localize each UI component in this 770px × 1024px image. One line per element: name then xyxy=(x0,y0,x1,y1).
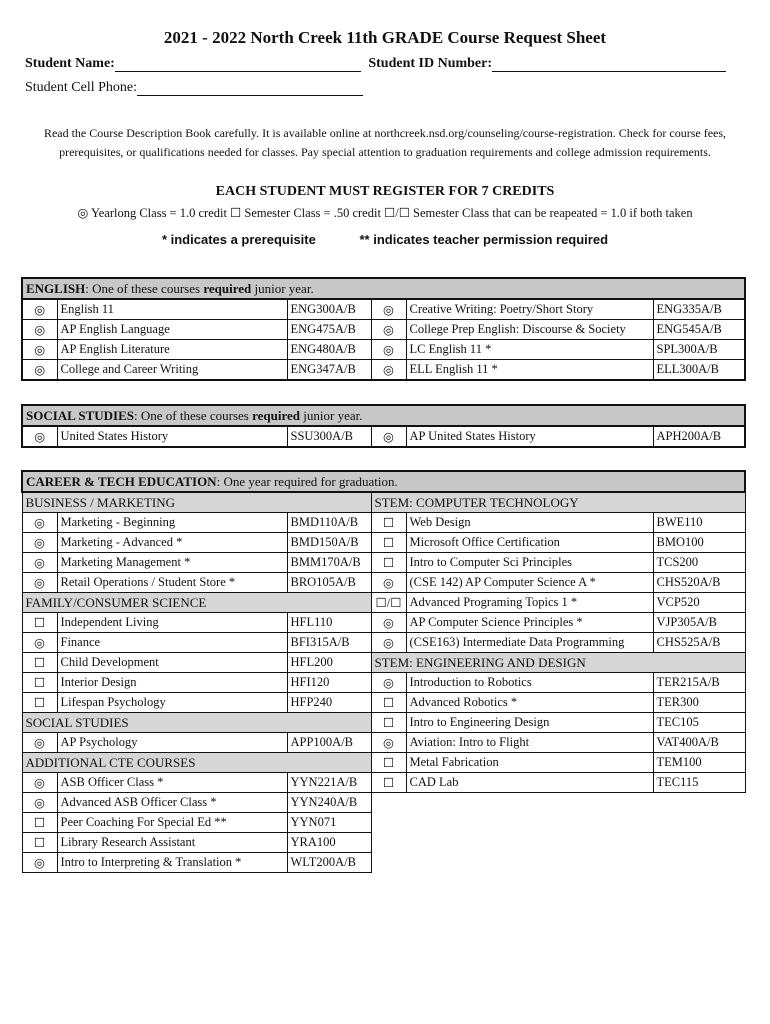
course-code: CHS520A/B xyxy=(653,573,745,593)
course-code: WLT200A/B xyxy=(287,853,371,873)
table-row xyxy=(22,733,745,753)
table-row xyxy=(22,340,745,360)
course-checkbox[interactable]: ◎ xyxy=(371,340,406,360)
social-studies-table xyxy=(21,404,746,448)
table-row xyxy=(22,613,745,633)
course-code: YYN071 xyxy=(287,813,371,833)
course-checkbox[interactable]: ◎ xyxy=(22,299,57,320)
table-row xyxy=(22,773,745,793)
course-code: HFL200 xyxy=(287,653,371,673)
social-studies-header: SOCIAL STUDIES: One of these courses required junior year. xyxy=(22,405,745,426)
empty-cell xyxy=(371,813,745,833)
course-checkbox[interactable]: ◎ xyxy=(371,360,406,381)
course-checkbox[interactable]: ◎ xyxy=(22,573,57,593)
english-table xyxy=(21,277,746,381)
cte-table xyxy=(21,470,746,873)
course-checkbox[interactable]: ◎ xyxy=(371,613,406,633)
table-row xyxy=(22,833,745,853)
course-code: HFL110 xyxy=(287,613,371,633)
course-code: SSU300A/B xyxy=(287,426,371,447)
cte-header: CAREER & TECH EDUCATION: One year required for graduation. xyxy=(22,471,745,492)
course-checkbox[interactable]: ◎ xyxy=(371,299,406,320)
course-checkbox[interactable]: ◎ xyxy=(371,673,406,693)
course-name: (CSE 142) AP Computer Science A * xyxy=(406,573,653,593)
course-name: College Prep English: Discourse & Society xyxy=(406,320,653,340)
empty-cell xyxy=(371,853,745,873)
course-name: Web Design xyxy=(406,513,653,533)
subsection-header: FAMILY/CONSUMER SCIENCE xyxy=(22,593,371,613)
course-code: TER215A/B xyxy=(653,673,745,693)
course-name: Retail Operations / Student Store * xyxy=(57,573,287,593)
cell-phone-field[interactable] xyxy=(137,83,363,96)
table-row xyxy=(22,426,745,447)
legend: ◎ Yearlong Class = 1.0 credit ☐ Semester Class = .50 credit ☐/☐ Semester Class that can be reapeated = 1.0 if both taken xyxy=(77,206,693,220)
empty-cell xyxy=(371,833,745,853)
course-name: United States History xyxy=(57,426,287,447)
table-row xyxy=(22,299,745,320)
course-name: Peer Coaching For Special Ed ** xyxy=(57,813,287,833)
course-code: TER300 xyxy=(653,693,745,713)
course-checkbox[interactable]: ☐ xyxy=(371,713,406,733)
course-code: BFI315A/B xyxy=(287,633,371,653)
course-checkbox[interactable]: ◎ xyxy=(22,360,57,381)
course-code: YYN240A/B xyxy=(287,793,371,813)
table-row xyxy=(22,753,745,773)
notes xyxy=(0,232,770,247)
course-name: Advanced ASB Officer Class * xyxy=(57,793,287,813)
course-checkbox[interactable]: ☐ xyxy=(371,693,406,713)
course-checkbox[interactable]: ☐ xyxy=(371,513,406,533)
table-row xyxy=(22,533,745,553)
course-code: BRO105A/B xyxy=(287,573,371,593)
course-name: College and Career Writing xyxy=(57,360,287,381)
course-code: ENG300A/B xyxy=(287,299,371,320)
course-name: Advanced Programing Topics 1 * xyxy=(406,593,653,613)
course-code: TEM100 xyxy=(653,753,745,773)
cell-phone-row xyxy=(25,80,363,96)
subsection-header: STEM: ENGINEERING AND DESIGN xyxy=(371,653,745,673)
course-checkbox[interactable]: ☐ xyxy=(22,693,57,713)
course-name: English 11 xyxy=(57,299,287,320)
course-name: Intro to Computer Sci Principles xyxy=(406,553,653,573)
course-code: ENG347A/B xyxy=(287,360,371,381)
student-id-field[interactable] xyxy=(492,59,726,72)
course-code: VCP520 xyxy=(653,593,745,613)
course-name: LC English 11 * xyxy=(406,340,653,360)
course-checkbox[interactable]: ☐ xyxy=(22,833,57,853)
course-checkbox[interactable]: ◎ xyxy=(371,633,406,653)
student-name-label: Student Name: xyxy=(25,56,115,71)
course-code: APH200A/B xyxy=(653,426,745,447)
course-name: Intro to Engineering Design xyxy=(406,713,653,733)
table-row xyxy=(22,593,745,613)
table-row xyxy=(22,553,745,573)
course-name: Intro to Interpreting & Translation * xyxy=(57,853,287,873)
course-checkbox[interactable]: ☐ xyxy=(22,813,57,833)
credits-heading: EACH STUDENT MUST REGISTER FOR 7 CREDITS xyxy=(215,184,555,199)
cell-phone-label: Student Cell Phone: xyxy=(25,80,137,95)
course-checkbox[interactable]: ◎ xyxy=(22,633,57,653)
course-name: AP Computer Science Principles * xyxy=(406,613,653,633)
subsection-header: ADDITIONAL CTE COURSES xyxy=(22,753,371,773)
course-code: HFP240 xyxy=(287,693,371,713)
table-row xyxy=(22,320,745,340)
course-name: Marketing - Beginning xyxy=(57,513,287,533)
course-code: VJP305A/B xyxy=(653,613,745,633)
course-checkbox[interactable]: ◎ xyxy=(22,426,57,447)
table-row xyxy=(22,513,745,533)
subsection-header: BUSINESS / MARKETING xyxy=(22,492,371,513)
course-name: Introduction to Robotics xyxy=(406,673,653,693)
course-code: ENG475A/B xyxy=(287,320,371,340)
course-name: Creative Writing: Poetry/Short Story xyxy=(406,299,653,320)
course-name: Aviation: Intro to Flight xyxy=(406,733,653,753)
course-checkbox[interactable]: ◎ xyxy=(22,553,57,573)
course-code: ENG480A/B xyxy=(287,340,371,360)
subsection-header: STEM: COMPUTER TECHNOLOGY xyxy=(371,492,745,513)
course-checkbox[interactable]: ◎ xyxy=(371,320,406,340)
subsection-header: SOCIAL STUDIES xyxy=(22,713,371,733)
page-title: 2021 - 2022 North Creek 11th GRADE Course Request Sheet xyxy=(163,28,607,47)
course-name: Advanced Robotics * xyxy=(406,693,653,713)
course-code: ELL300A/B xyxy=(653,360,745,381)
course-code: BMD110A/B xyxy=(287,513,371,533)
course-name: Library Research Assistant xyxy=(57,833,287,853)
table-row xyxy=(22,813,745,833)
course-name: Microsoft Office Certification xyxy=(406,533,653,553)
prereq-note: * indicates a prerequisite xyxy=(161,232,316,247)
table-row xyxy=(22,653,745,673)
course-checkbox[interactable]: ◎ xyxy=(22,773,57,793)
course-checkbox[interactable]: ◎ xyxy=(22,533,57,553)
course-checkbox[interactable]: ◎ xyxy=(22,320,57,340)
course-checkbox[interactable]: ◎ xyxy=(22,513,57,533)
course-code: HFI120 xyxy=(287,673,371,693)
course-name: Independent Living xyxy=(57,613,287,633)
table-row xyxy=(22,793,745,813)
course-code: YRA100 xyxy=(287,833,371,853)
course-name: AP United States History xyxy=(406,426,653,447)
course-code: VAT400A/B xyxy=(653,733,745,753)
course-name: ASB Officer Class * xyxy=(57,773,287,793)
course-checkbox[interactable]: ◎ xyxy=(22,793,57,813)
course-name: Child Development xyxy=(57,653,287,673)
course-name: AP Psychology xyxy=(57,733,287,753)
course-checkbox[interactable]: ☐ xyxy=(22,613,57,633)
course-name: CAD Lab xyxy=(406,773,653,793)
course-checkbox[interactable]: ☐ xyxy=(371,753,406,773)
course-code: BWE110 xyxy=(653,513,745,533)
course-checkbox[interactable]: ◎ xyxy=(371,573,406,593)
course-code: TEC115 xyxy=(653,773,745,793)
course-name: Marketing Management * xyxy=(57,553,287,573)
course-checkbox[interactable]: ◎ xyxy=(371,733,406,753)
course-checkbox[interactable]: ☐ xyxy=(371,533,406,553)
table-row xyxy=(22,713,745,733)
table-row xyxy=(22,360,745,381)
course-checkbox[interactable]: ☐/☐ xyxy=(371,593,406,613)
course-name: Interior Design xyxy=(57,673,287,693)
course-name: Lifespan Psychology xyxy=(57,693,287,713)
course-code: BMO100 xyxy=(653,533,745,553)
course-name: AP English Literature xyxy=(57,340,287,360)
course-code: ENG335A/B xyxy=(653,299,745,320)
course-checkbox[interactable]: ☐ xyxy=(371,553,406,573)
table-row xyxy=(22,492,745,513)
course-checkbox[interactable]: ◎ xyxy=(22,340,57,360)
course-name: Metal Fabrication xyxy=(406,753,653,773)
student-id-label: Student ID Number: xyxy=(368,56,493,71)
course-code: SPL300A/B xyxy=(653,340,745,360)
student-name-row xyxy=(25,56,726,72)
empty-cell xyxy=(371,793,745,813)
table-row xyxy=(22,693,745,713)
student-name-field[interactable] xyxy=(115,59,361,72)
intro-paragraph: Read the Course Description Book carefully. It is available online at northcreek.nsd.org/counseling/course-registration. Check for course fees, prerequisites, or qualifications needed for classes. Pay special attention to graduation requirements and college admission requirements. xyxy=(43,126,727,159)
course-checkbox[interactable]: ☐ xyxy=(22,653,57,673)
permission-note: ** indicates teacher permission required xyxy=(359,232,609,247)
course-code: APP100A/B xyxy=(287,733,371,753)
course-code: BMD150A/B xyxy=(287,533,371,553)
course-name: ELL English 11 * xyxy=(406,360,653,381)
course-checkbox[interactable]: ◎ xyxy=(371,426,406,447)
table-row xyxy=(22,573,745,593)
course-checkbox[interactable]: ☐ xyxy=(371,773,406,793)
course-checkbox[interactable]: ☐ xyxy=(22,673,57,693)
course-code: TCS200 xyxy=(653,553,745,573)
course-checkbox[interactable]: ◎ xyxy=(22,733,57,753)
table-row xyxy=(22,853,745,873)
table-row xyxy=(22,633,745,653)
course-code: YYN221A/B xyxy=(287,773,371,793)
course-name: Marketing - Advanced * xyxy=(57,533,287,553)
course-code: ENG545A/B xyxy=(653,320,745,340)
course-code: BMM170A/B xyxy=(287,553,371,573)
course-checkbox[interactable]: ◎ xyxy=(22,853,57,873)
course-code: TEC105 xyxy=(653,713,745,733)
course-code: CHS525A/B xyxy=(653,633,745,653)
course-name: Finance xyxy=(57,633,287,653)
course-name: AP English Language xyxy=(57,320,287,340)
course-name: (CSE163) Intermediate Data Programming xyxy=(406,633,653,653)
english-header: ENGLISH: One of these courses required junior year. xyxy=(22,278,745,299)
table-row xyxy=(22,673,745,693)
